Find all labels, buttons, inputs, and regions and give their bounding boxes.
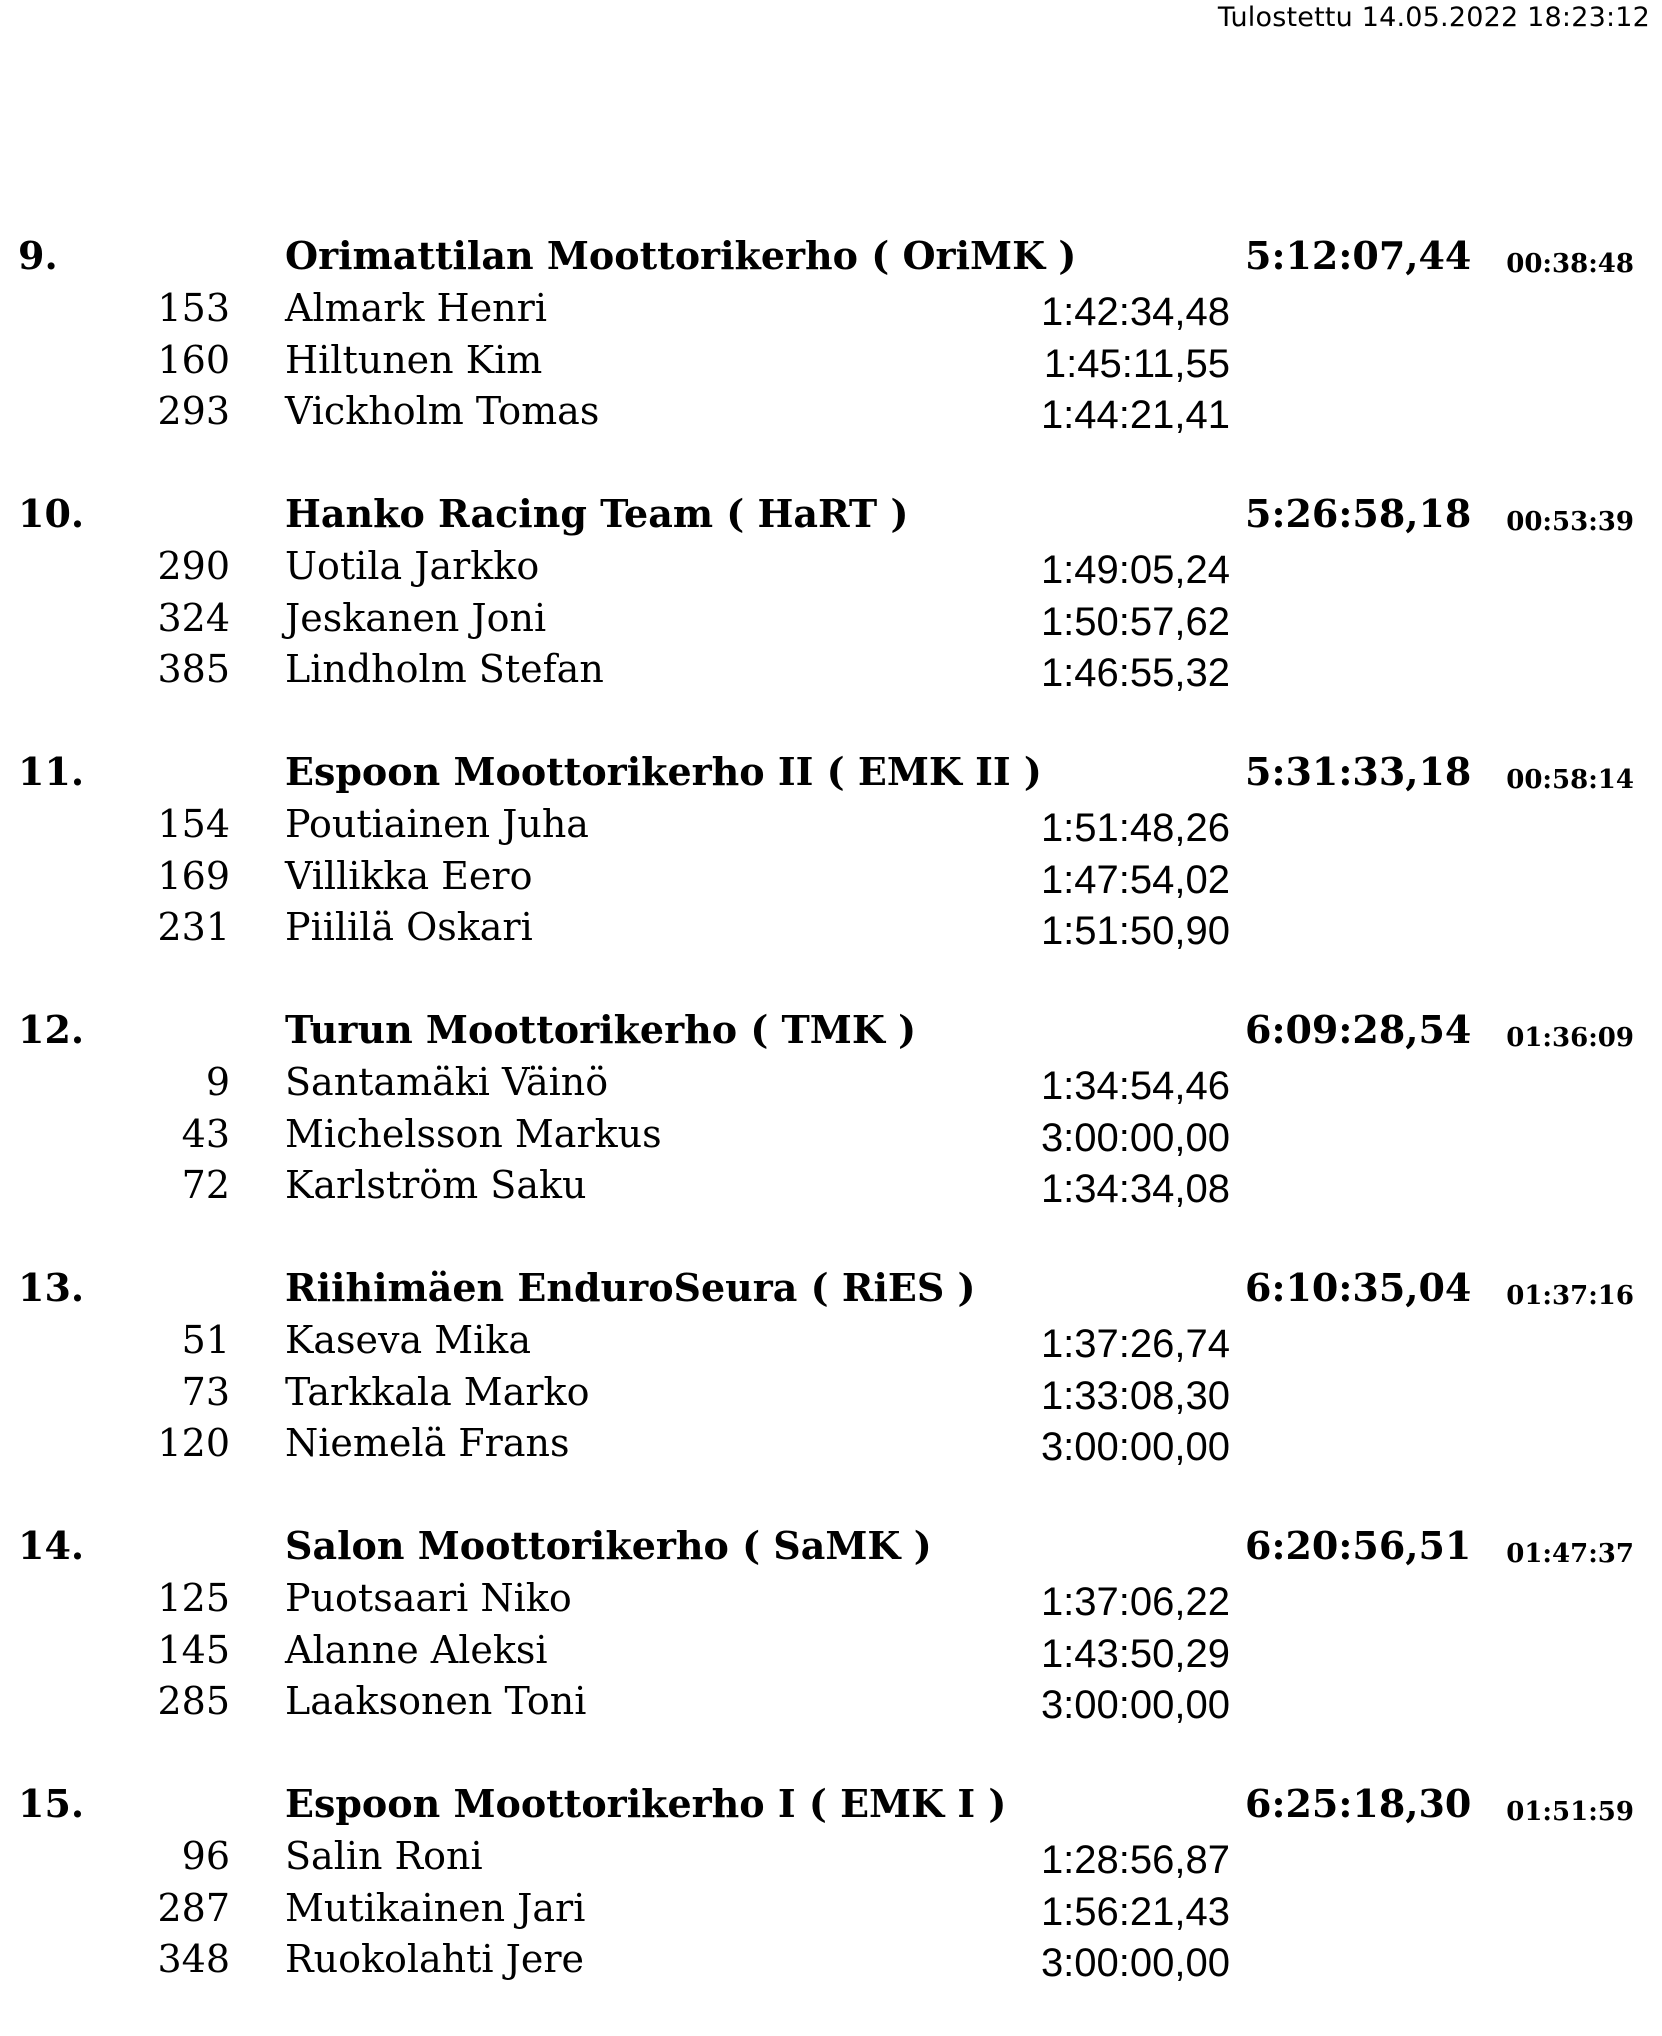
- rider-name: Mutikainen Jari: [285, 1885, 586, 1930]
- rider-name: Alanne Aleksi: [285, 1627, 548, 1672]
- rider-row: [0, 1314, 1662, 1366]
- rider-bib-number: 231: [157, 905, 230, 949]
- team-rank: 15.: [18, 1781, 85, 1826]
- rider-time: 1:46:55,32: [1040, 651, 1230, 695]
- team-rank: 12.: [18, 1007, 85, 1052]
- rider-bib-number: 125: [157, 1576, 230, 1620]
- rider-row: [0, 1933, 1662, 1985]
- rider-time: 1:34:34,08: [1040, 1167, 1230, 1211]
- rider-name: Piililä Oskari: [285, 905, 533, 949]
- rider-row: [0, 798, 1662, 850]
- team-total-time: 6:09:28,54: [1245, 1007, 1472, 1052]
- rider-name: Santamäki Väinö: [285, 1060, 609, 1104]
- rider-bib-number: 96: [181, 1834, 230, 1878]
- team-total-time: 5:31:33,18: [1245, 749, 1472, 794]
- team-rank: 13.: [18, 1265, 85, 1310]
- rider-time: 1:43:50,29: [1040, 1631, 1230, 1676]
- rider-row: [0, 1572, 1662, 1624]
- rider-time: 1:45:11,55: [1043, 341, 1230, 386]
- rider-row: [0, 1366, 1662, 1418]
- rider-row: [0, 643, 1662, 695]
- team-name: Riihimäen EnduroSeura ( RiES ): [285, 1265, 976, 1310]
- team-gap-time: 00:58:14: [1506, 765, 1634, 795]
- rider-time: 1:34:54,46: [1040, 1064, 1230, 1108]
- rider-bib-number: 160: [157, 337, 230, 382]
- printed-timestamp: Tulostettu 14.05.2022 18:23:12: [1217, 2, 1650, 33]
- rider-name: Tarkkala Marko: [285, 1369, 590, 1414]
- team-total-time: 6:20:56,51: [1245, 1523, 1472, 1568]
- rider-bib-number: 293: [157, 389, 230, 433]
- team-gap-time: 01:47:37: [1506, 1539, 1634, 1569]
- team-rank: 9.: [18, 233, 58, 278]
- rider-bib-number: 153: [157, 286, 230, 330]
- rider-time: 1:28:56,87: [1040, 1838, 1230, 1882]
- team-block: [0, 1004, 1662, 1262]
- rider-time: 1:50:57,62: [1040, 599, 1230, 644]
- team-gap-time: 00:38:48: [1506, 249, 1634, 279]
- team-header-row: [0, 746, 1662, 798]
- rider-row: [0, 334, 1662, 386]
- rider-name: Poutiainen Juha: [285, 802, 589, 846]
- rider-name: Laaksonen Toni: [285, 1679, 587, 1723]
- rider-row: [0, 385, 1662, 437]
- rider-bib-number: 348: [157, 1937, 230, 1981]
- rider-bib-number: 43: [181, 1111, 230, 1156]
- rider-time: 3:00:00,00: [1040, 1115, 1230, 1160]
- team-total-time: 5:26:58,18: [1245, 491, 1472, 536]
- rider-time: 1:47:54,02: [1040, 857, 1230, 902]
- rider-time: 1:56:21,43: [1040, 1889, 1230, 1934]
- team-gap-time: 00:53:39: [1506, 507, 1634, 537]
- rider-time: 1:33:08,30: [1040, 1373, 1230, 1418]
- team-block: [0, 488, 1662, 746]
- team-total-time: 6:10:35,04: [1245, 1265, 1472, 1310]
- rider-bib-number: 72: [181, 1163, 230, 1207]
- rider-name: Michelsson Markus: [285, 1111, 662, 1156]
- team-rank: 10.: [18, 491, 85, 536]
- rider-name: Jeskanen Joni: [285, 595, 547, 640]
- rider-row: [0, 592, 1662, 644]
- team-total-time: 6:25:18,30: [1245, 1781, 1472, 1826]
- team-block: [0, 1520, 1662, 1778]
- team-name: Espoon Moottorikerho II ( EMK II ): [285, 749, 1042, 794]
- rider-name: Ruokolahti Jere: [285, 1937, 585, 1981]
- team-block: [0, 1262, 1662, 1520]
- team-header-row: [0, 488, 1662, 540]
- team-header-row: [0, 1778, 1662, 1830]
- rider-bib-number: 145: [157, 1627, 230, 1672]
- rider-time: 3:00:00,00: [1040, 1425, 1230, 1469]
- rider-row: [0, 850, 1662, 902]
- rider-name: Vickholm Tomas: [285, 389, 600, 433]
- rider-name: Niemelä Frans: [285, 1421, 570, 1465]
- rider-row: [0, 1159, 1662, 1211]
- team-total-time: 5:12:07,44: [1245, 233, 1472, 278]
- rider-name: Hiltunen Kim: [285, 337, 543, 382]
- team-name: Orimattilan Moottorikerho ( OriMK ): [285, 233, 1077, 278]
- rider-row: [0, 1624, 1662, 1676]
- rider-bib-number: 385: [157, 647, 230, 691]
- rider-bib-number: 73: [181, 1369, 230, 1414]
- team-header-row: [0, 1262, 1662, 1314]
- team-name: Salon Moottorikerho ( SaMK ): [285, 1523, 932, 1568]
- rider-bib-number: 290: [157, 544, 230, 588]
- rider-time: 3:00:00,00: [1040, 1941, 1230, 1985]
- rider-row: [0, 282, 1662, 334]
- rider-bib-number: 120: [157, 1421, 230, 1465]
- rider-time: 1:37:26,74: [1040, 1322, 1230, 1366]
- rider-bib-number: 285: [157, 1679, 230, 1723]
- team-gap-time: 01:36:09: [1506, 1023, 1634, 1053]
- rider-row: [0, 1830, 1662, 1882]
- team-name: Turun Moottorikerho ( TMK ): [285, 1007, 917, 1052]
- rider-time: 1:37:06,22: [1040, 1580, 1230, 1624]
- rider-name: Villikka Eero: [285, 853, 533, 898]
- rider-time: 1:42:34,48: [1040, 290, 1230, 334]
- rider-time: 1:51:50,90: [1040, 909, 1230, 953]
- team-header-row: [0, 230, 1662, 282]
- rider-bib-number: 169: [157, 853, 230, 898]
- rider-name: Kaseva Mika: [285, 1318, 531, 1362]
- rider-time: 1:51:48,26: [1040, 806, 1230, 850]
- rider-bib-number: 51: [181, 1318, 230, 1362]
- rider-row: [0, 901, 1662, 953]
- rider-bib-number: 154: [157, 802, 230, 846]
- rider-row: [0, 1675, 1662, 1727]
- rider-name: Uotila Jarkko: [285, 544, 540, 588]
- team-header-row: [0, 1520, 1662, 1572]
- rider-time: 1:44:21,41: [1040, 393, 1230, 437]
- rider-name: Karlström Saku: [285, 1163, 587, 1207]
- team-header-row: [0, 1004, 1662, 1056]
- rider-row: [0, 1417, 1662, 1469]
- rider-bib-number: 324: [157, 595, 230, 640]
- rider-name: Lindholm Stefan: [285, 647, 604, 691]
- team-name: Espoon Moottorikerho I ( EMK I ): [285, 1781, 1007, 1826]
- team-block: [0, 1778, 1662, 2036]
- rider-time: 3:00:00,00: [1040, 1683, 1230, 1727]
- rider-row: [0, 1108, 1662, 1160]
- team-block: [0, 230, 1662, 488]
- team-gap-time: 01:37:16: [1506, 1281, 1634, 1311]
- rider-name: Salin Roni: [285, 1834, 483, 1878]
- team-rank: 11.: [18, 749, 85, 794]
- team-rank: 14.: [18, 1523, 85, 1568]
- rider-bib-number: 9: [205, 1060, 230, 1104]
- team-results-list: [0, 230, 1662, 2036]
- rider-row: [0, 1882, 1662, 1934]
- team-name: Hanko Racing Team ( HaRT ): [285, 491, 909, 536]
- rider-name: Puotsaari Niko: [285, 1576, 572, 1620]
- team-block: [0, 746, 1662, 1004]
- rider-time: 1:49:05,24: [1040, 548, 1230, 592]
- rider-bib-number: 287: [157, 1885, 230, 1930]
- rider-row: [0, 1056, 1662, 1108]
- team-gap-time: 01:51:59: [1506, 1797, 1634, 1827]
- rider-row: [0, 540, 1662, 592]
- rider-name: Almark Henri: [285, 286, 547, 330]
